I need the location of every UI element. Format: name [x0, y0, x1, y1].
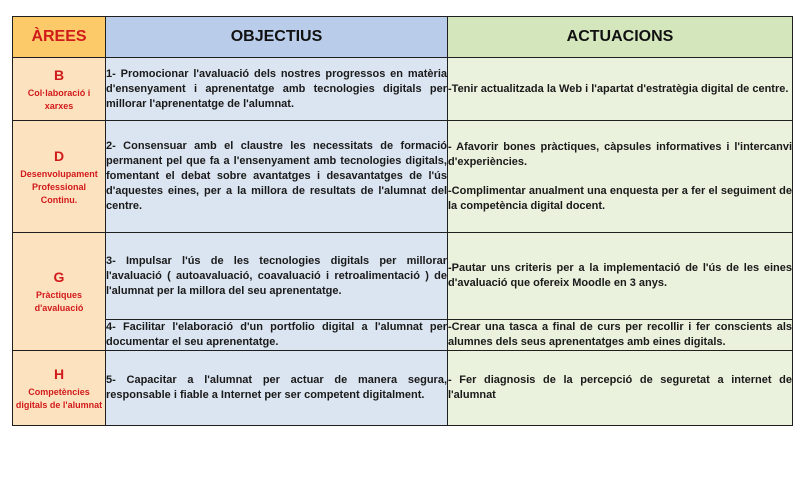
area-cell-g — [13, 233, 106, 351]
area-name: Desenvolupament Professional Continu. — [20, 168, 98, 205]
area-name: Competències digitals de l'alumnat — [15, 386, 103, 410]
table-row — [13, 121, 793, 233]
objective-cell: 4- Facilitar l'elaboració d'un portfolio digital a l'alumnat per documentar el seu aprenentatge. — [106, 320, 448, 351]
action-text: - Afavorir bones pràctiques, càpsules informatives i l'intercanvi d'experiències. — [448, 140, 792, 168]
action-cell — [448, 58, 793, 121]
header-areas: ÀREES — [13, 17, 106, 58]
area-letter: D — [53, 147, 65, 164]
table-row — [13, 233, 793, 320]
area-name: Pràctiques d'avaluació — [34, 290, 84, 313]
action-text: -Complimentar anualment una enquesta per a fer el seguiment de la competència digital docent. — [448, 184, 792, 212]
area-letter: G — [53, 269, 65, 285]
action-cell — [448, 121, 793, 233]
objective-cell: 3- Impulsar l'ús de les tecnologies digitals per millorar l'avaluació ( autoavaluació, coavaluació i retroalimentació ) de l'alumnat per la millora del seu aprenentatge. — [106, 233, 448, 320]
header-actions: ACTUACIONS — [448, 17, 793, 58]
area-cell-d — [13, 121, 106, 233]
objective-cell: 1- Promocionar l'avaluació dels nostres progressos en matèria d'ensenyament i aprenentatge amb tecnologies digitals per millorar l'aprenentatge de l'alumnat. — [106, 58, 448, 121]
objective-cell: 2- Consensuar amb el claustre les necessitats de formació permanent pel que fa a l'ensenyament amb tecnologies digitals, fomentant el debat sobre avantatges i desavantatges de l'ús d'aquestes eines, per a la millora de resultats de l'alumnat del centre. — [106, 121, 448, 233]
action-cell — [448, 351, 793, 426]
action-cell — [448, 320, 793, 351]
area-cell-b — [13, 58, 106, 121]
area-letter: B — [53, 66, 65, 83]
table-row — [13, 58, 793, 121]
table-row — [13, 351, 793, 426]
area-cell-h — [13, 351, 106, 426]
objective-cell: 5- Capacitar a l'alumnat per actuar de manera segura, responsable i fiable a Internet per ser competent digitalment. — [106, 351, 448, 426]
area-letter: H — [53, 365, 65, 382]
action-text: -Tenir actualitzada la Web i l'apartat d'estratègia digital de centre. — [448, 82, 789, 95]
table-row — [13, 320, 793, 351]
area-name: Col·laboració i xarxes — [27, 87, 91, 111]
header-objectives: OBJECTIUS — [106, 17, 448, 58]
header-row — [13, 17, 793, 58]
digital-strategy-table — [12, 16, 793, 426]
action-text: -Pautar uns criteris per a la implementació de l'ús de les eines d'avaluació que ofereix Moodle en 3 anys. — [448, 262, 792, 289]
action-cell — [448, 233, 793, 320]
action-text: - Fer diagnosis de la percepció de seguretat a internet de l'alumnat — [448, 374, 792, 401]
action-text: -Crear una tasca a final de curs per recollir i fer conscients als alumnes dels seus aprenentatges amb eines digitals. — [448, 321, 792, 348]
